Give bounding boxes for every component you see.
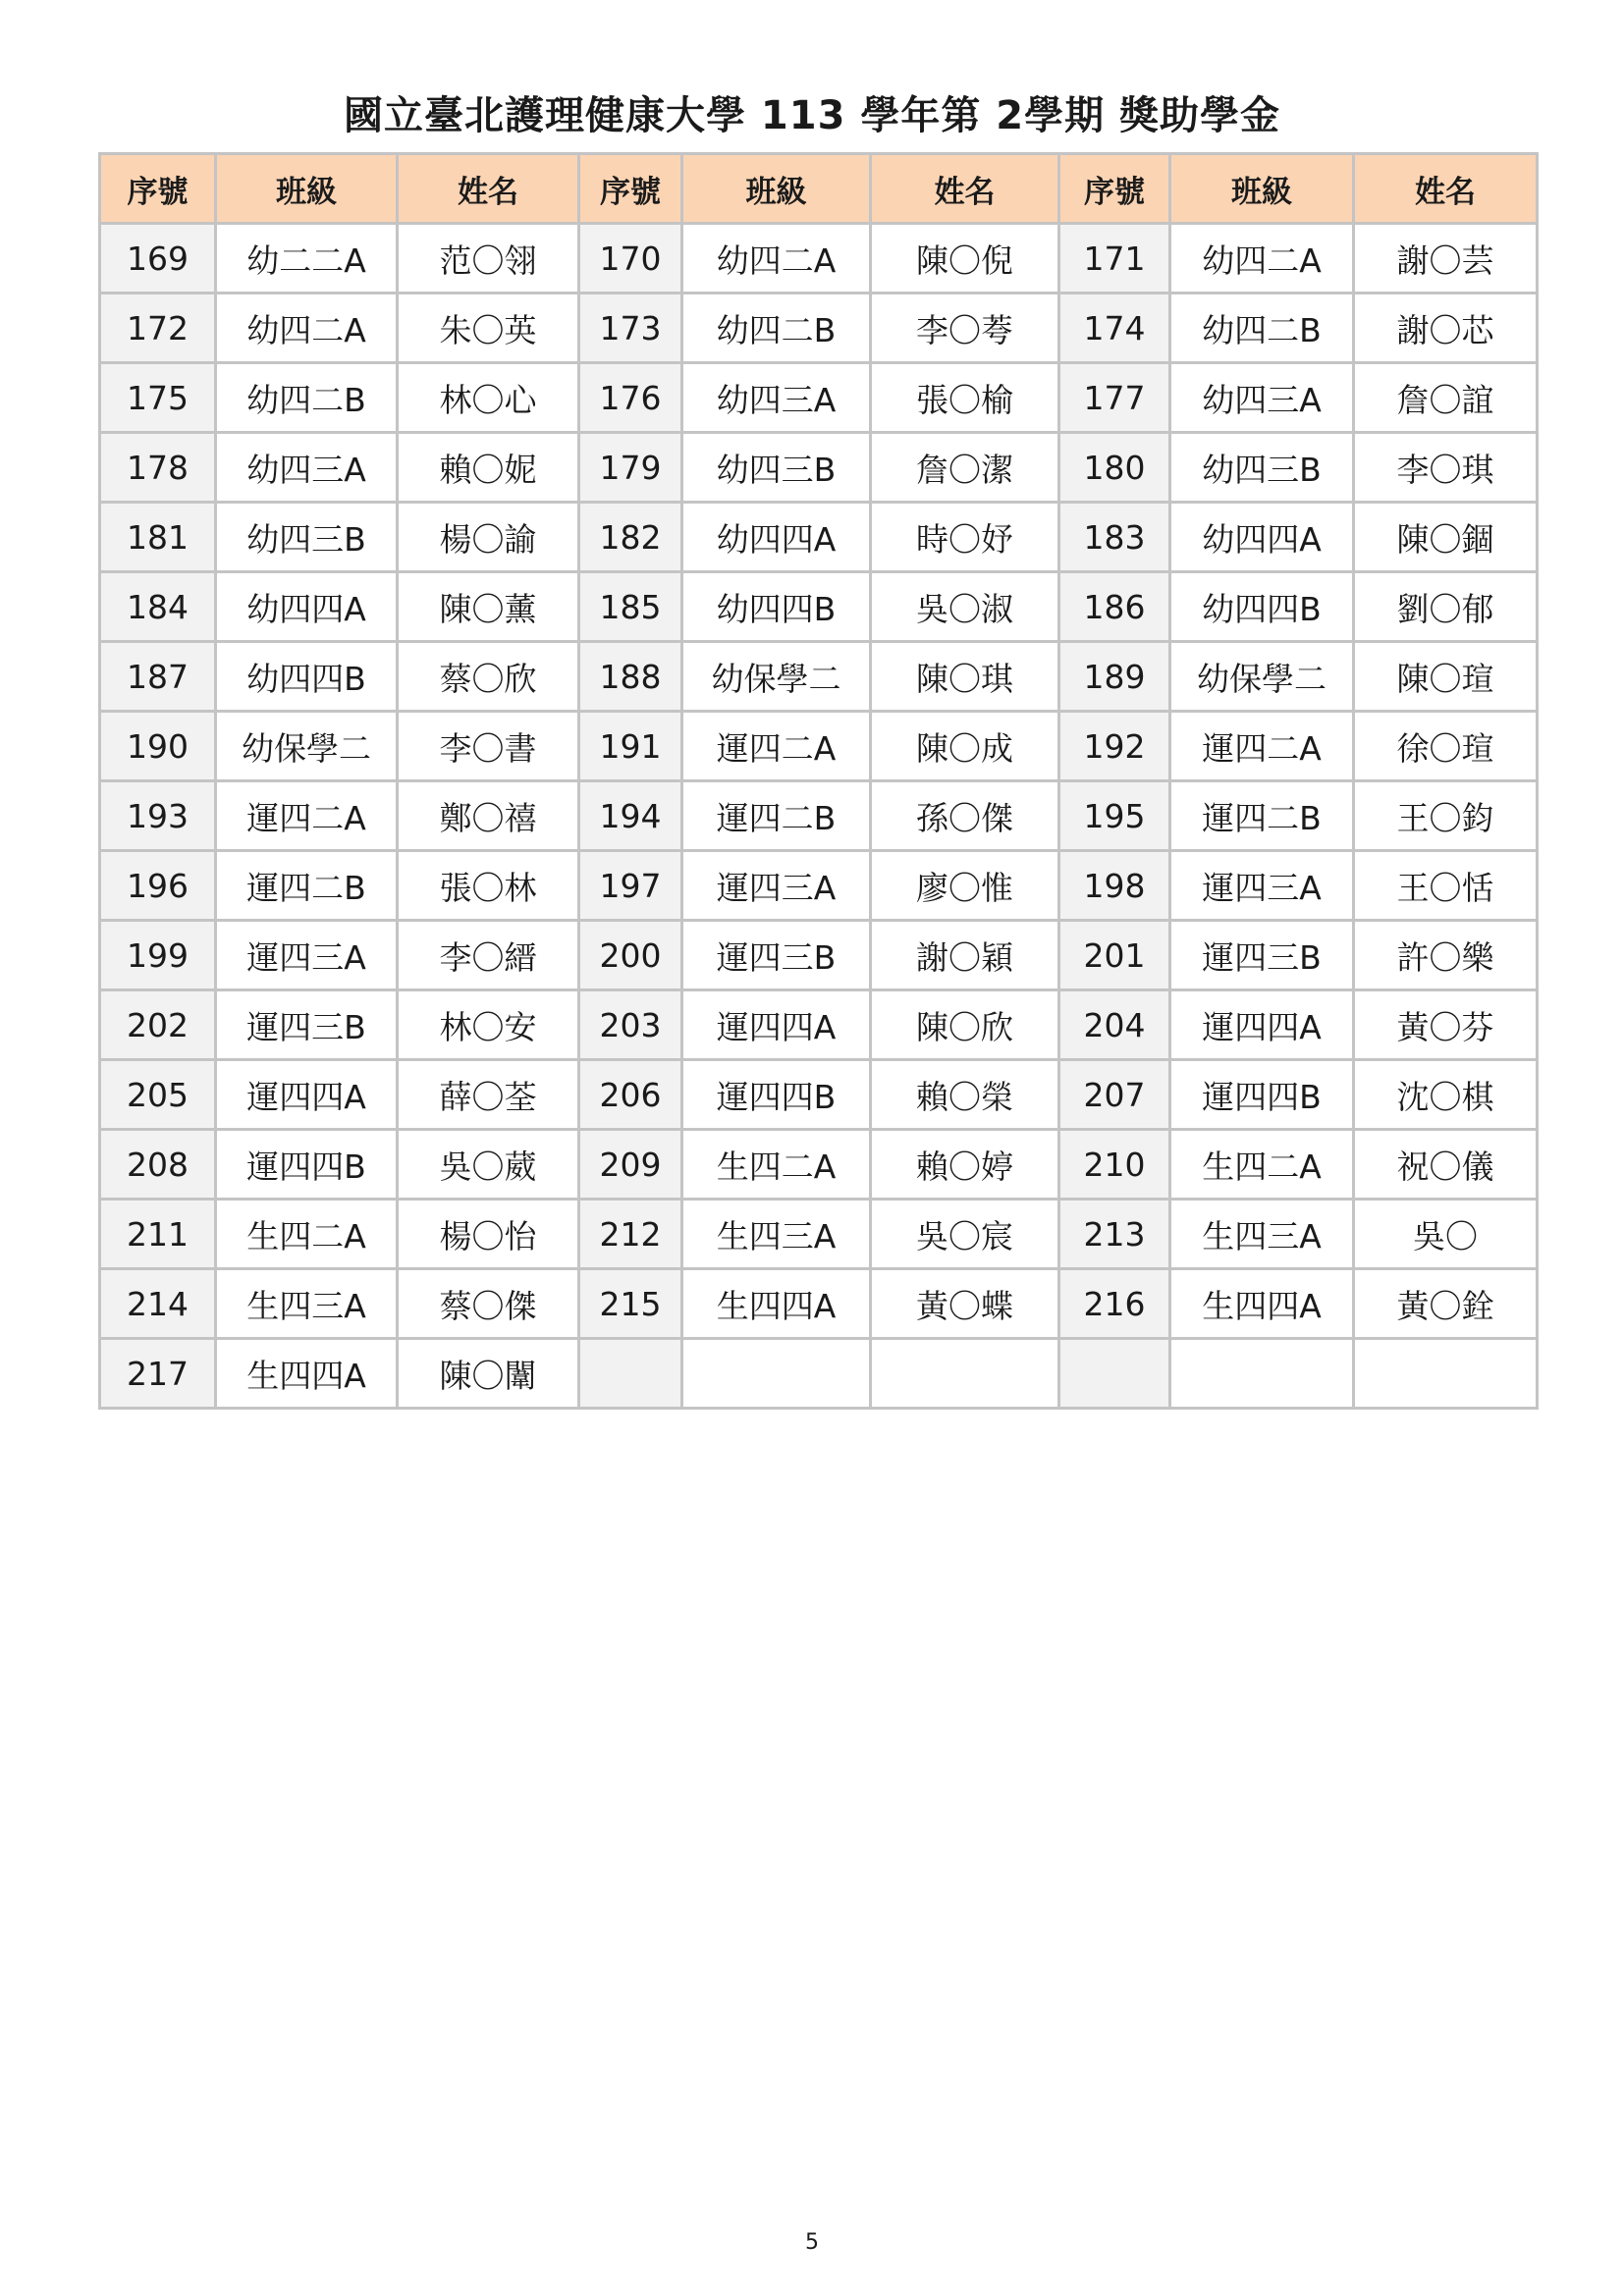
name-cell: 李〇書 [398, 712, 579, 781]
seq-cell: 191 [579, 712, 682, 781]
class-cell: 運四二A [1170, 712, 1354, 781]
table-row [100, 1130, 1538, 1200]
class-cell: 幼四三A [216, 433, 398, 503]
class-cell: 運四二A [682, 712, 871, 781]
class-cell [1170, 1339, 1354, 1409]
name-cell: 陳〇琪 [871, 642, 1059, 712]
name-cell: 陳〇成 [871, 712, 1059, 781]
seq-cell: 216 [1059, 1269, 1170, 1339]
seq-cell: 200 [579, 921, 682, 990]
seq-cell: 217 [100, 1339, 216, 1409]
class-cell: 幼四三A [682, 363, 871, 433]
name-cell: 王〇恬 [1354, 851, 1538, 921]
name-cell: 賴〇婷 [871, 1130, 1059, 1200]
name-cell: 吳〇葳 [398, 1130, 579, 1200]
name-cell: 謝〇芯 [1354, 294, 1538, 363]
seq-cell: 180 [1059, 433, 1170, 503]
seq-cell: 170 [579, 224, 682, 294]
seq-cell: 198 [1059, 851, 1170, 921]
seq-cell: 178 [100, 433, 216, 503]
name-cell: 陳〇薰 [398, 572, 579, 642]
page-title: 國立臺北護理健康大學 113 學年第 2學期 獎助學金 [343, 93, 1281, 138]
table-row [100, 503, 1538, 572]
seq-cell: 203 [579, 990, 682, 1060]
class-cell: 運四三A [216, 921, 398, 990]
class-cell: 幼四二A [682, 224, 871, 294]
class-cell: 運四四A [1170, 990, 1354, 1060]
header-seq: 序號 [1059, 154, 1170, 224]
name-cell: 沈〇棋 [1354, 1060, 1538, 1130]
seq-cell: 214 [100, 1269, 216, 1339]
seq-cell [1059, 1339, 1170, 1409]
name-cell: 許〇樂 [1354, 921, 1538, 990]
seq-cell: 171 [1059, 224, 1170, 294]
class-cell: 運四四A [216, 1060, 398, 1130]
seq-cell: 186 [1059, 572, 1170, 642]
name-cell: 李〇荂 [871, 294, 1059, 363]
seq-cell [579, 1339, 682, 1409]
header-class: 班級 [682, 154, 871, 224]
seq-cell: 196 [100, 851, 216, 921]
class-cell: 幼四二A [216, 294, 398, 363]
name-cell [1354, 1339, 1538, 1409]
seq-cell: 204 [1059, 990, 1170, 1060]
name-cell: 王〇鈞 [1354, 781, 1538, 851]
name-cell: 黃〇銓 [1354, 1269, 1538, 1339]
seq-cell: 201 [1059, 921, 1170, 990]
class-cell: 幼四二B [216, 363, 398, 433]
class-cell: 生四四A [216, 1339, 398, 1409]
name-cell: 楊〇怡 [398, 1200, 579, 1269]
table-row [100, 990, 1538, 1060]
class-cell: 幼四四A [1170, 503, 1354, 572]
name-cell: 孫〇傑 [871, 781, 1059, 851]
name-cell: 鄭〇禧 [398, 781, 579, 851]
class-cell: 幼四二B [1170, 294, 1354, 363]
seq-cell: 188 [579, 642, 682, 712]
class-cell: 幼保學二 [682, 642, 871, 712]
class-cell: 運四四B [682, 1060, 871, 1130]
seq-cell: 172 [100, 294, 216, 363]
class-cell: 生四四A [682, 1269, 871, 1339]
name-cell: 吳〇宸 [871, 1200, 1059, 1269]
seq-cell: 202 [100, 990, 216, 1060]
name-cell: 詹〇潔 [871, 433, 1059, 503]
table-row [100, 572, 1538, 642]
name-cell: 蔡〇傑 [398, 1269, 579, 1339]
table-row [100, 363, 1538, 433]
name-cell: 陳〇倪 [871, 224, 1059, 294]
seq-cell: 183 [1059, 503, 1170, 572]
seq-cell: 189 [1059, 642, 1170, 712]
name-cell: 陳〇欣 [871, 990, 1059, 1060]
class-cell: 運四四A [682, 990, 871, 1060]
name-cell: 劉〇郁 [1354, 572, 1538, 642]
table-row [100, 1269, 1538, 1339]
seq-cell: 179 [579, 433, 682, 503]
scholarship-table [98, 152, 1539, 1410]
name-cell: 林〇心 [398, 363, 579, 433]
seq-cell: 190 [100, 712, 216, 781]
name-cell: 吳〇 [1354, 1200, 1538, 1269]
class-cell: 生四二A [216, 1200, 398, 1269]
header-seq: 序號 [100, 154, 216, 224]
seq-cell: 177 [1059, 363, 1170, 433]
header-seq: 序號 [579, 154, 682, 224]
name-cell: 李〇琪 [1354, 433, 1538, 503]
class-cell: 運四三A [1170, 851, 1354, 921]
table-row [100, 851, 1538, 921]
class-cell: 幼四四B [1170, 572, 1354, 642]
name-cell: 祝〇儀 [1354, 1130, 1538, 1200]
class-cell: 幼四四A [682, 503, 871, 572]
class-cell: 幼四二A [1170, 224, 1354, 294]
table-row [100, 433, 1538, 503]
seq-cell: 209 [579, 1130, 682, 1200]
name-cell: 朱〇英 [398, 294, 579, 363]
class-cell: 運四二B [1170, 781, 1354, 851]
header-class: 班級 [216, 154, 398, 224]
seq-cell: 174 [1059, 294, 1170, 363]
name-cell: 賴〇妮 [398, 433, 579, 503]
class-cell: 幼四三B [682, 433, 871, 503]
name-cell: 李〇縉 [398, 921, 579, 990]
class-cell: 運四二B [216, 851, 398, 921]
seq-cell: 182 [579, 503, 682, 572]
seq-cell: 194 [579, 781, 682, 851]
seq-cell: 206 [579, 1060, 682, 1130]
class-cell: 幼四四B [682, 572, 871, 642]
seq-cell: 176 [579, 363, 682, 433]
class-cell: 運四二A [216, 781, 398, 851]
seq-cell: 187 [100, 642, 216, 712]
class-cell: 幼四二B [682, 294, 871, 363]
seq-cell: 197 [579, 851, 682, 921]
seq-cell: 212 [579, 1200, 682, 1269]
class-cell: 幼保學二 [1170, 642, 1354, 712]
class-cell: 運四二B [682, 781, 871, 851]
class-cell: 幼四四B [216, 642, 398, 712]
table-row [100, 1060, 1538, 1130]
class-cell: 運四三B [682, 921, 871, 990]
class-cell: 幼保學二 [216, 712, 398, 781]
name-cell: 蔡〇欣 [398, 642, 579, 712]
table-body [100, 224, 1538, 1409]
class-cell: 生四三A [216, 1269, 398, 1339]
class-cell: 運四三B [1170, 921, 1354, 990]
class-cell: 幼四四A [216, 572, 398, 642]
name-cell: 黃〇芬 [1354, 990, 1538, 1060]
class-cell: 生四二A [1170, 1130, 1354, 1200]
name-cell: 時〇妤 [871, 503, 1059, 572]
header-name: 姓名 [871, 154, 1059, 224]
name-cell: 張〇榆 [871, 363, 1059, 433]
seq-cell: 193 [100, 781, 216, 851]
seq-cell: 208 [100, 1130, 216, 1200]
seq-cell: 181 [100, 503, 216, 572]
header-class: 班級 [1170, 154, 1354, 224]
name-cell: 林〇安 [398, 990, 579, 1060]
name-cell: 徐〇瑄 [1354, 712, 1538, 781]
seq-cell: 173 [579, 294, 682, 363]
name-cell: 陳〇瑄 [1354, 642, 1538, 712]
name-cell: 詹〇誼 [1354, 363, 1538, 433]
page-number: 5 [805, 2230, 819, 2255]
class-cell: 幼四三B [216, 503, 398, 572]
header-row [100, 154, 1538, 224]
class-cell: 生四四A [1170, 1269, 1354, 1339]
table-row [100, 781, 1538, 851]
table-row [100, 642, 1538, 712]
seq-cell: 215 [579, 1269, 682, 1339]
name-cell: 謝〇穎 [871, 921, 1059, 990]
seq-cell: 195 [1059, 781, 1170, 851]
class-cell: 運四四B [1170, 1060, 1354, 1130]
table-row [100, 1200, 1538, 1269]
header-name: 姓名 [1354, 154, 1538, 224]
seq-cell: 184 [100, 572, 216, 642]
class-cell [682, 1339, 871, 1409]
seq-cell: 192 [1059, 712, 1170, 781]
name-cell: 范〇翎 [398, 224, 579, 294]
name-cell: 吳〇淑 [871, 572, 1059, 642]
class-cell: 生四三A [1170, 1200, 1354, 1269]
seq-cell: 169 [100, 224, 216, 294]
seq-cell: 175 [100, 363, 216, 433]
table-header [100, 154, 1538, 224]
class-cell: 幼二二A [216, 224, 398, 294]
class-cell: 運四三A [682, 851, 871, 921]
table-row [100, 224, 1538, 294]
table-row [100, 1339, 1538, 1409]
table-row [100, 921, 1538, 990]
table-row [100, 712, 1538, 781]
name-cell [871, 1339, 1059, 1409]
name-cell: 謝〇芸 [1354, 224, 1538, 294]
class-cell: 生四三A [682, 1200, 871, 1269]
seq-cell: 211 [100, 1200, 216, 1269]
name-cell: 薛〇荃 [398, 1060, 579, 1130]
name-cell: 賴〇榮 [871, 1060, 1059, 1130]
table-row [100, 294, 1538, 363]
seq-cell: 213 [1059, 1200, 1170, 1269]
name-cell: 陳〇錮 [1354, 503, 1538, 572]
name-cell: 黃〇蝶 [871, 1269, 1059, 1339]
class-cell: 生四二A [682, 1130, 871, 1200]
name-cell: 楊〇諭 [398, 503, 579, 572]
seq-cell: 199 [100, 921, 216, 990]
seq-cell: 210 [1059, 1130, 1170, 1200]
class-cell: 幼四三B [1170, 433, 1354, 503]
name-cell: 張〇林 [398, 851, 579, 921]
class-cell: 運四三B [216, 990, 398, 1060]
seq-cell: 207 [1059, 1060, 1170, 1130]
class-cell: 幼四三A [1170, 363, 1354, 433]
seq-cell: 185 [579, 572, 682, 642]
class-cell: 運四四B [216, 1130, 398, 1200]
header-name: 姓名 [398, 154, 579, 224]
seq-cell: 205 [100, 1060, 216, 1130]
name-cell: 陳〇闈 [398, 1339, 579, 1409]
name-cell: 廖〇惟 [871, 851, 1059, 921]
